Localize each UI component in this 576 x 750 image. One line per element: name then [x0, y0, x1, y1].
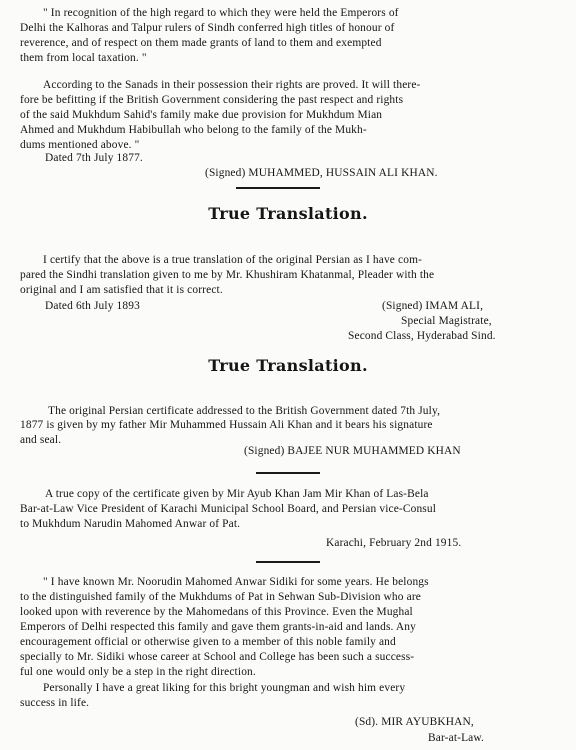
para2-line: fore be befitting if the British Government considering the past respect and rights [20, 94, 404, 106]
date-1893: Dated 6th July 1893 [45, 300, 140, 312]
para7-line: Personally I have a great liking for this bright youngman and wish him every [43, 682, 406, 694]
para6-line: ful one would only be a step in the right direction. [20, 666, 256, 678]
para7-line: success in life. [20, 697, 90, 709]
para6-line: Emperors of Delhi respected this family and gave them grants-in-aid and lands. Any [20, 621, 416, 633]
signature-title: Special Magistrate, [401, 315, 492, 327]
signature-hussain-ali-khan: (Signed) MUHAMMED, HUSSAIN ALI KHAN. [205, 167, 438, 179]
signature-title: Second Class, Hyderabad Sind. [348, 330, 496, 342]
para6-line: " I have known Mr. Noorudin Mahomed Anwar Sidiki for some years. He belongs [43, 576, 429, 588]
para4-line: The original Persian certificate addressed to the British Government dated 7th July, [48, 405, 441, 417]
para1-line: " In recognition of the high regard to which they were held the Emperors of [43, 7, 399, 19]
para6-line: specially to Mr. Sidiki whose career at School and College has been such a success- [20, 651, 415, 663]
para2-line: According to the Sanads in their possession their rights are proved. It will there- [43, 79, 421, 91]
para1-line: Delhi the Kalhoras and Talpur rulers of Sindh conferred high titles of honour of [20, 22, 395, 34]
para1-line: them from local taxation. " [20, 52, 147, 64]
para3-line: I certify that the above is a true translation of the original Persian as I have com- [43, 254, 423, 266]
divider [236, 187, 320, 189]
para5-line: to Mukhdum Narudin Mahomed Anwar of Pat. [20, 518, 241, 530]
para3-line: original and I am satisfied that it is correct. [20, 284, 223, 296]
divider [256, 472, 320, 474]
para6-line: encouragement official or otherwise given to a member of this noble family and [20, 636, 396, 648]
para4-line: and seal. [20, 434, 62, 446]
para1-line: reverence, and of respect on them made grants of land to them and exempted [20, 37, 382, 49]
para2-line: Ahmed and Mukhdum Habibullah who belong to the family of the Mukh- [20, 124, 367, 136]
heading-true-translation-2: True Translation. [208, 356, 368, 375]
divider [256, 561, 320, 563]
date-1877: Dated 7th July 1877. [45, 152, 143, 164]
signature-imam-ali: (Signed) IMAM ALI, [382, 300, 484, 312]
para6-line: to the distinguished family of the Mukhdums of Pat in Sehwan Sub-Division who are [20, 591, 421, 603]
para2-line: dums mentioned above. " [20, 139, 140, 151]
para6-line: looked upon with reverence by the Mahomedans of this Province. Even the Mughal [20, 606, 413, 618]
signature-title: Bar-at-Law. [428, 732, 485, 744]
para5-line: Bar-at-Law Vice President of Karachi Municipal School Board, and Persian vice-Consul [20, 503, 437, 515]
date-1915: Karachi, February 2nd 1915. [326, 537, 462, 549]
para2-line: of the said Mukhdum Sahid's family make due provision for Mukhdum Mian [20, 109, 383, 121]
para3-line: pared the Sindhi translation given to me by Mr. Khushiram Khatanmal, Pleader with the [20, 269, 435, 281]
para5-line: A true copy of the certificate given by Mir Ayub Khan Jam Mir Khan of Las-Bela [45, 488, 429, 500]
signature-bajee-nur-muhammed-khan: (Signed) BAJEE NUR MUHAMMED KHAN [244, 445, 461, 457]
heading-true-translation: True Translation. [208, 204, 368, 223]
signature-mir-ayubkhan: (Sd). MIR AYUBKHAN, [355, 716, 474, 728]
para4-line: 1877 is given by my father Mir Muhammed Hussain Ali Khan and it bears his signature [20, 419, 433, 431]
